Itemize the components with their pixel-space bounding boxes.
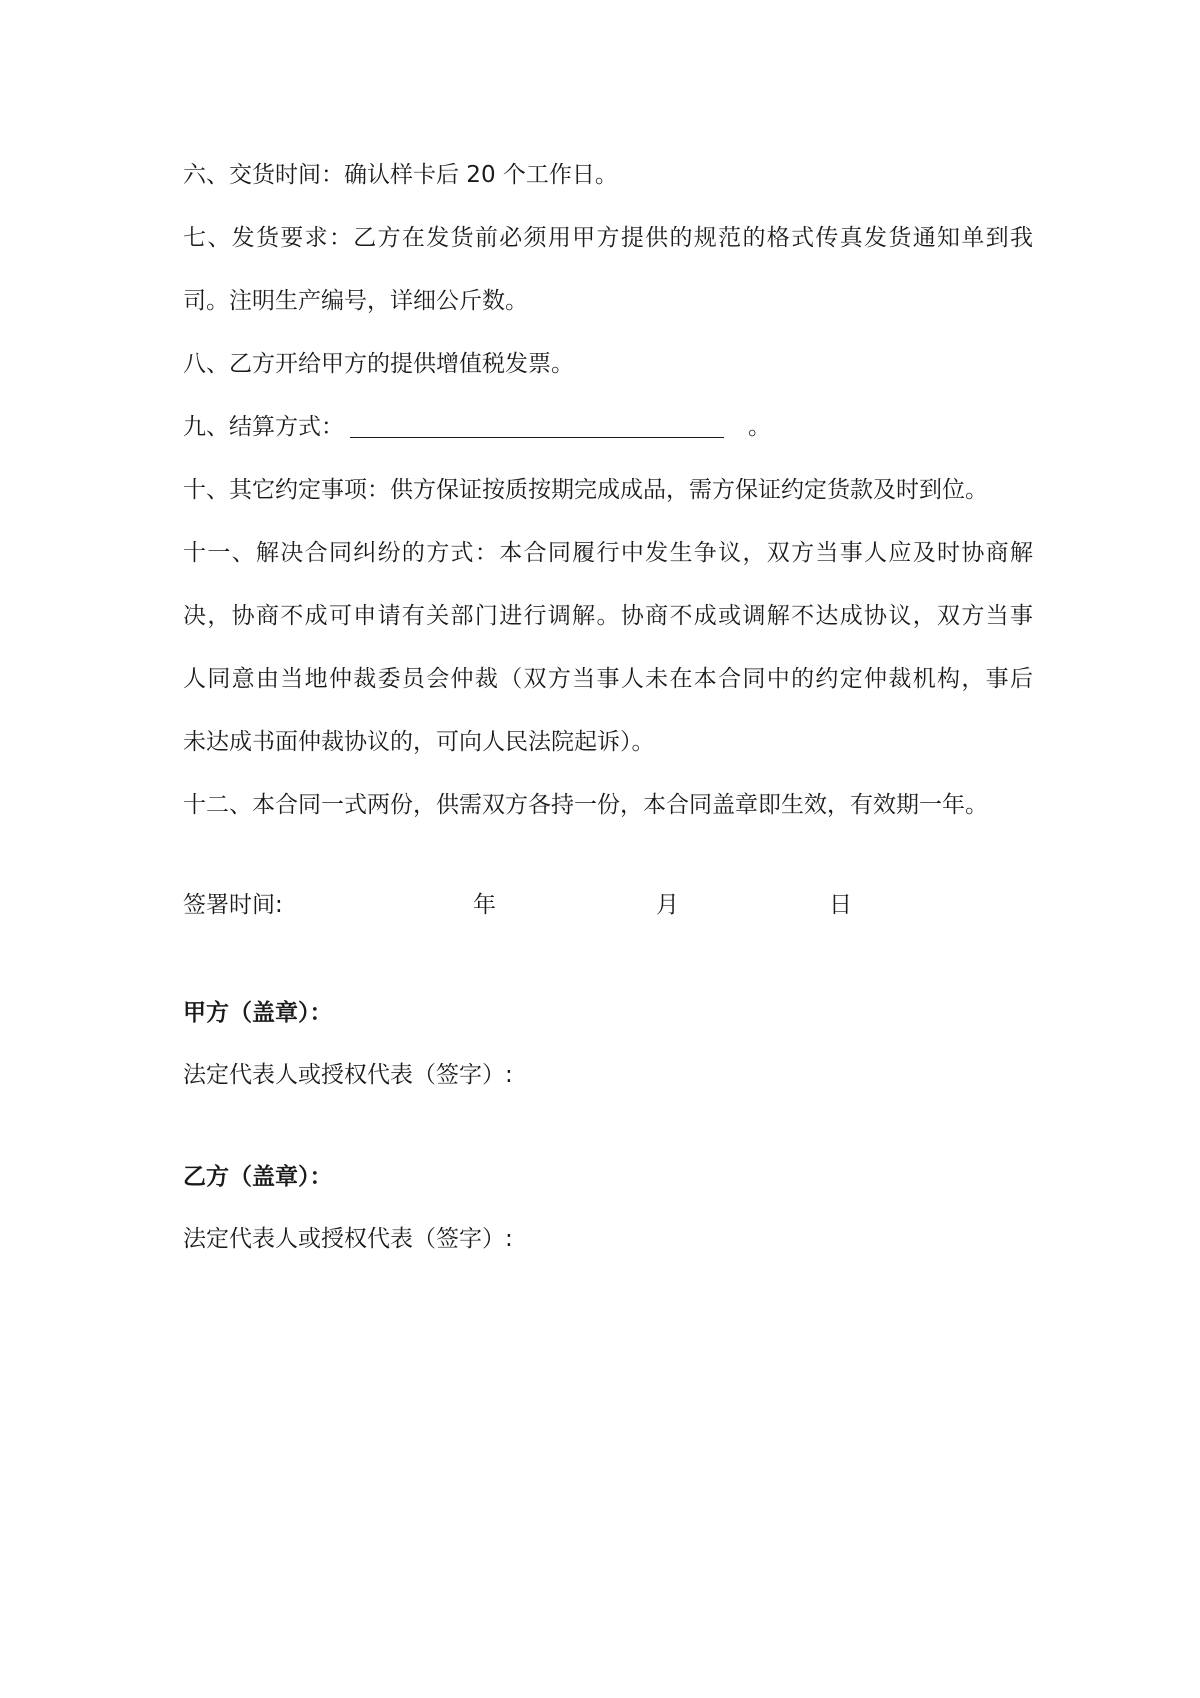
clause-11-line-3: 人同意由当地仲裁委员会仲裁（双方当事人未在本合同中的约定仲裁机构，事后 [183, 666, 1033, 692]
clause-6-text: 六、交货时间：确认样卡后 20 个工作日。 [183, 162, 618, 188]
clause-7-line-1: 七、发货要求：乙方在发货前必须用甲方提供的规范的格式传真发货通知单到我 [183, 225, 1033, 251]
signing-month-label: 月 [656, 892, 679, 918]
clause-8-text: 八、乙方开给甲方的提供增值税发票。 [183, 351, 574, 377]
clause-10-other-terms [183, 459, 1033, 522]
clause-11-line-2: 决，协商不成可申请有关部门进行调解。协商不成或调解不达成协议，双方当事 [183, 603, 1033, 629]
clause-11-dispute-resolution [183, 522, 1033, 774]
clause-11-line-4: 未达成书面仲裁协议的，可向人民法院起诉）。 [183, 729, 655, 755]
settlement-method-blank[interactable] [350, 411, 724, 438]
clause-6-delivery-time [183, 144, 1033, 207]
clause-7-line-2: 司。注明生产编号，详细公斤数。 [183, 288, 528, 314]
signing-day-label: 日 [829, 892, 852, 918]
signing-date-label: 签署时间: [183, 892, 283, 918]
clause-11-line-1: 十一、解决合同纠纷的方式：本合同履行中发生争议，双方当事人应及时协商解 [183, 540, 1033, 566]
clause-9-label: 九、结算方式： [183, 414, 344, 440]
clause-10-text: 十、其它约定事项：供方保证按质按期完成成品，需方保证约定货款及时到位。 [183, 477, 988, 503]
clause-8-invoice [183, 333, 1033, 396]
party-b-representative-signature: 法定代表人或授权代表（签字）: [183, 1226, 513, 1252]
clause-7-shipping-requirements [183, 207, 1033, 333]
party-a-representative-signature: 法定代表人或授权代表（签字）: [183, 1062, 513, 1088]
clause-12-text: 十二、本合同一式两份，供需双方各持一份，本合同盖章即生效，有效期一年。 [183, 792, 988, 818]
clause-12-copies [183, 774, 1033, 837]
clause-9-settlement [183, 396, 1033, 459]
clause-9-tail: 。 [748, 414, 771, 440]
party-a-seal-heading: 甲方（盖章）： [183, 1000, 333, 1026]
signing-year-label: 年 [473, 892, 496, 918]
party-b-seal-heading: 乙方（盖章）： [183, 1164, 333, 1190]
signing-date-row [183, 875, 883, 935]
